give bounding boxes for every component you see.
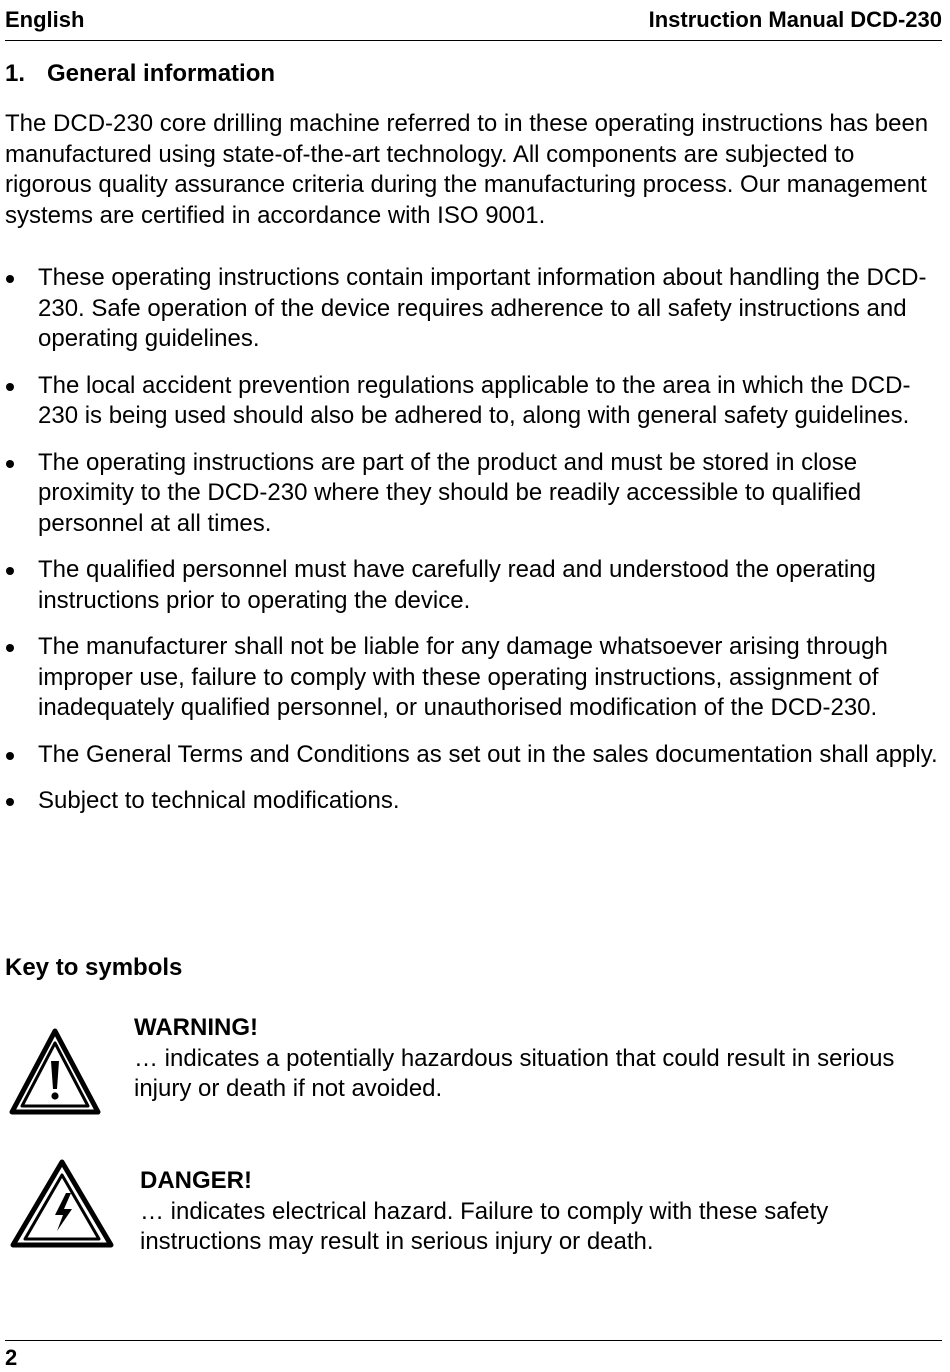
list-item	[0, 371, 945, 432]
list-item	[0, 448, 945, 540]
warning-label: WARNING!	[134, 1014, 258, 1041]
bullet-dot-icon	[6, 567, 14, 575]
bullet-dot-icon	[6, 644, 14, 652]
list-item	[0, 555, 945, 616]
bullet-dot-icon	[6, 275, 14, 283]
warning-text: … indicates a potentially hazardous situation that could result in serious injury or death if not avoided.	[134, 1044, 895, 1102]
list-item-text: These operating instructions contain important information about handling the DCD-230. Safe operation of the device requires adherence to all safety instructions and operating guidelines.	[38, 264, 927, 352]
bullet-dot-icon	[6, 798, 14, 806]
bullet-dot-icon	[6, 752, 14, 760]
section-title-text: General information	[47, 60, 276, 87]
header-manual-title: Instruction Manual DCD-230	[648, 7, 942, 32]
section-number: 1.	[5, 60, 26, 87]
header-language: English	[5, 7, 85, 32]
list-item	[0, 740, 945, 771]
warning-symbol-description	[134, 1013, 924, 1105]
list-item	[0, 263, 945, 355]
info-bullet-list	[0, 263, 945, 833]
list-item-text: The local accident prevention regulations applicable to the area in which the DCD-230 is being used should also be adhered to, along with general safety guidelines.	[38, 371, 911, 429]
warning-exclamation-triangle-icon	[8, 1026, 102, 1118]
danger-text: … indicates electrical hazard. Failure to comply with these safety instructions may result in serious injury or death.	[140, 1197, 829, 1255]
list-item	[0, 786, 945, 817]
list-item-text: The General Terms and Conditions as set out in the sales documentation shall apply.	[38, 740, 938, 768]
danger-symbol-description	[140, 1166, 930, 1258]
list-item-text: The manufacturer shall not be liable for any damage whatsoever arising through improper use, failure to comply with these operating instructions, assignment of inadequately qualified personnel, or unauthorised modification of the DCD-230.	[38, 633, 888, 721]
electrical-hazard-triangle-icon	[8, 1157, 116, 1251]
list-item-text: The operating instructions are part of the product and must be stored in close proximity to the DCD-230 where they should be readily accessible to qualified personnel at all times.	[38, 448, 862, 537]
bullet-dot-icon	[6, 383, 14, 391]
footer-divider	[5, 1340, 942, 1341]
section-title	[5, 58, 275, 90]
list-item-text: The qualified personnel must have carefully read and understood the operating instructions prior to operating the device.	[38, 556, 876, 614]
bullet-dot-icon	[6, 460, 14, 468]
list-item	[0, 632, 945, 724]
page-number: 2	[5, 1345, 18, 1370]
intro-paragraph: The DCD-230 core drilling machine referred to in these operating instructions has been manufactured using state-of-the-art technology. All components are subjected to rigorous quality assurance criteria during the manufacturing process. Our management systems are certified in accordance with ISO 9001.	[5, 110, 929, 229]
page-header	[5, 6, 942, 41]
danger-label: DANGER!	[140, 1167, 252, 1194]
key-to-symbols-title: Key to symbols	[5, 954, 183, 981]
list-item-text: Subject to technical modifications.	[38, 787, 400, 814]
